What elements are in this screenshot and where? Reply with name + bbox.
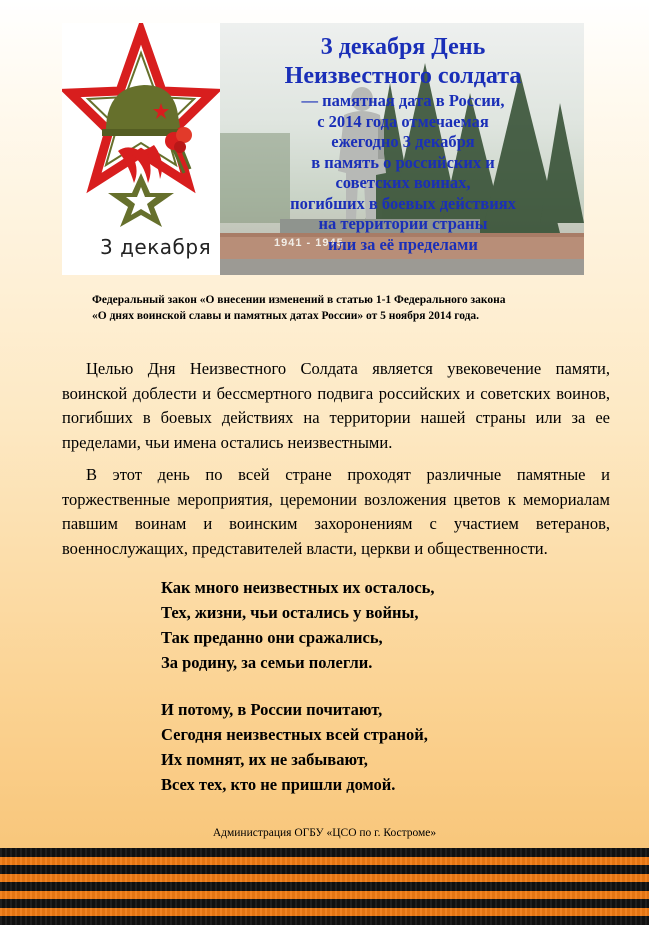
emblem-panel <box>62 23 220 275</box>
paragraph-events: В этот день по всей стране проходят различные памятные и торжественные мероприятия, церемонии возложения цветов к мемориалам павшим воинам и воинским захоронениям с участием ветеранов, военнослужащих, представителей власти, церкви и общественности. <box>62 465 610 558</box>
federal-law-reference <box>92 292 572 324</box>
banner-heading-block <box>222 33 584 255</box>
banner-subtitle-line: погибших в боевых действиях <box>290 193 516 213</box>
poem <box>161 575 561 819</box>
banner-title-line-1: 3 декабря День <box>320 34 486 60</box>
paragraph-purpose: Целью Дня Неизвестного Солдата является увековечение памяти, воинской доблести и бессмертного подвига российских и советских воинов, погибших в боевых действиях на территории нашей страны или за ее пределами, чьи имена остались неизвестными. <box>62 359 610 452</box>
header-banner <box>62 23 584 275</box>
poem-line: Тех, жизни, чьи остались у войны, <box>161 603 419 622</box>
administration-signature: Администрация ОГБУ «ЦСО по г. Костроме» <box>212 827 437 839</box>
main-text <box>62 357 610 569</box>
poem-stanza-1 <box>161 575 561 675</box>
poem-line: Сегодня неизвестных всей страной, <box>161 725 428 744</box>
banner-subtitle-line: ежегодно 3 декабря <box>331 132 475 151</box>
banner-subtitle-line: — памятная дата в России, <box>301 91 505 110</box>
poem-line: И потому, в России почитают, <box>161 700 383 719</box>
poem-line: Так преданно они сражались, <box>161 628 383 647</box>
banner-subtitle-line: советских воинах, <box>335 173 471 192</box>
st-george-ribbon <box>0 848 649 925</box>
poem-stanza-2 <box>161 697 561 797</box>
poem-line: Их помнят, их не забывают, <box>161 750 368 769</box>
law-line-1: Федеральный закон «О внесении изменений в статью 1-1 Федерального закона <box>92 294 506 306</box>
poem-line: За родину, за семьи полегли. <box>161 653 373 672</box>
poem-line: Как много неизвестных их осталось, <box>161 578 435 597</box>
banner-title-line-2: Неизвестного солдата <box>284 63 522 89</box>
banner-subtitle-line: на территории страны <box>318 214 488 233</box>
banner-subtitle-line: или за её пределами <box>328 234 478 254</box>
banner-subtitle-line: с 2014 года отмечаемая <box>317 111 489 131</box>
emblem-date-caption: 3 декабря <box>100 235 212 259</box>
banner-subtitle-line: в память о российских и <box>311 152 495 172</box>
poem-line: Всех тех, кто не пришли домой. <box>161 775 396 794</box>
law-line-2: «О днях воинской славы и памятных датах России» от 5 ноября 2014 года. <box>92 310 480 322</box>
memorial-years: 1941 - 1945 <box>274 237 344 249</box>
